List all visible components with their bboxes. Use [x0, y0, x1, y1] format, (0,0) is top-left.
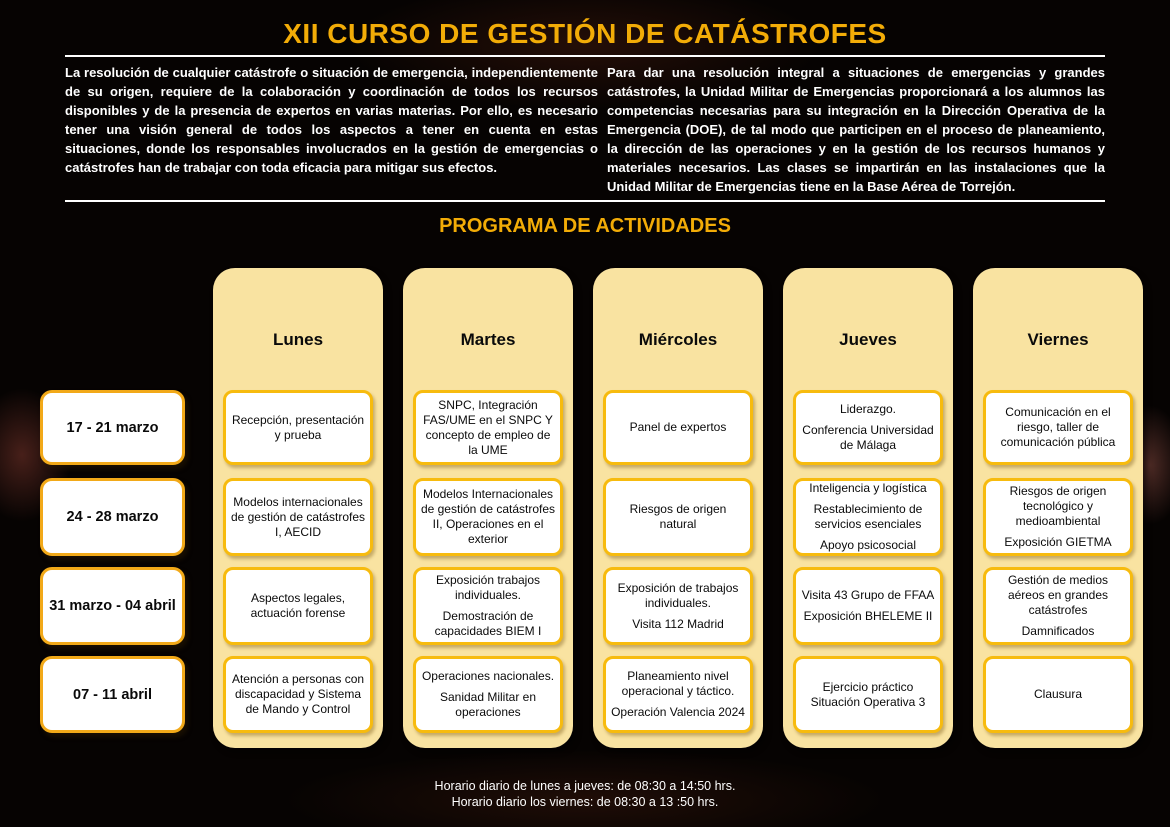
schedule-cell-text: Demostración de capacidades BIEM I: [434, 609, 542, 638]
page-title: XII CURSO DE GESTIÓN DE CATÁSTROFES: [283, 18, 887, 49]
schedule-cell-text: Planeamiento nivel operacional y táctico.: [621, 669, 735, 698]
schedule-cell-text: Ejercicio práctico Situación Operativa 3: [810, 679, 926, 709]
schedule-cell-lunes-week2: [223, 478, 373, 556]
schedule-cell-text: Gestión de medios aéreos en grandes catástrofes: [1007, 573, 1109, 617]
schedule-cell-miércoles-week3: [603, 567, 753, 645]
schedule-cell-viernes-week2: [983, 478, 1133, 556]
schedule-cell-lunes-week1: [223, 390, 373, 465]
week-date-label-4: 07 - 11 abril: [40, 656, 185, 733]
week-dates-column: [40, 268, 185, 748]
schedule-cell-miércoles-week2: [603, 478, 753, 556]
schedule-cell-text: Clausura: [1033, 687, 1083, 701]
schedule-grid: [0, 268, 1170, 758]
schedule-cell-text: Restablecimiento de servicios esenciales: [813, 502, 923, 531]
day-column-lunes: [213, 268, 383, 748]
schedule-cell-lunes-week4: [223, 656, 373, 733]
day-header-miércoles: Miércoles: [638, 330, 718, 349]
day-header-lunes: Lunes: [272, 330, 324, 349]
schedule-cell-text: Exposición trabajos individuales.: [435, 573, 541, 602]
schedule-cell-text: SNPC, Integración FAS/UME en el SNPC Y concepto de empleo de la UME: [423, 397, 553, 457]
schedule-cell-text: Atención a personas con discapacidad y Sistema de Mando y Control: [231, 672, 365, 716]
week-date-label-1: 17 - 21 marzo: [40, 390, 185, 465]
schedule-cell-text: Modelos Internacionales de gestión de catástrofes II, Operaciones en el exterior: [420, 487, 556, 546]
schedule-cell-text: Visita 112 Madrid: [632, 616, 724, 631]
schedule-cell-lunes-week3: [223, 567, 373, 645]
schedule-cell-text: Exposición GIETMA: [1004, 535, 1112, 549]
schedule-cell-text: Aspectos legales, actuación forense: [250, 591, 346, 620]
divider-top: [65, 55, 1105, 57]
footer-hours: [0, 779, 1170, 810]
schedule-cell-text: Inteligencia y logística: [809, 481, 927, 495]
section-title: PROGRAMA DE ACTIVIDADES: [439, 215, 731, 237]
week-date-label-3: 31 marzo - 04 abril: [40, 567, 185, 645]
schedule-cell-text: Panel de expertos: [629, 420, 727, 434]
schedule-cell-text: Visita 43 Grupo de FFAA: [801, 588, 935, 602]
footer-line-2: Horario diario los viernes: de 08:30 a 13 :50 hrs.: [451, 794, 719, 809]
schedule-cell-jueves-week2: [793, 478, 943, 556]
schedule-cell-text: Apoyo psicosocial: [819, 538, 917, 552]
day-header-martes: Martes: [460, 330, 516, 349]
schedule-cell-text: Liderazgo.: [839, 402, 897, 416]
intro-paragraph-right: Para dar una resolución integral a situaciones de emergencias y grandes catástrofes, la Unidad Militar de Emergencias proporcionará a los alumnos las competencias necesarias para su integración en la Dirección Operativa de la Emergencia (DOE), de tal modo que participen en el proceso de planeamiento, la dirección de las operaciones y en la gestión de los recursos humanos y materiales necesarios. Las clases se impartirán en las instalaciones que la Unidad Militar de Emergencias tiene en la Base Aérea de Torrejón.: [607, 65, 1105, 194]
schedule-cell-jueves-week4: [793, 656, 943, 733]
schedule-cell-viernes-week4: [983, 656, 1133, 733]
schedule-cell-text: Operaciones nacionales.: [421, 669, 555, 683]
day-header-viernes: Viernes: [1027, 330, 1089, 349]
schedule-cell-text: Sanidad Militar en operaciones: [439, 690, 537, 719]
day-header-jueves: Jueves: [839, 330, 897, 349]
footer-line-1: Horario diario de lunes a jueves: de 08:30 a 14:50 hrs.: [434, 779, 736, 793]
day-column-martes: [403, 268, 573, 748]
schedule-cell-text: Recepción, presentación y prueba: [231, 412, 365, 442]
schedule-cell-martes-week4: [413, 656, 563, 733]
schedule-cell-miércoles-week1: [603, 390, 753, 465]
divider-bottom: [65, 200, 1105, 202]
schedule-cell-martes-week1: [413, 390, 563, 465]
schedule-cell-text: Modelos internacionales de gestión de catástrofes I, AECID: [230, 494, 366, 539]
schedule-cell-martes-week2: [413, 478, 563, 556]
day-column-miércoles: [593, 268, 763, 748]
schedule-cell-text: Riesgos de origen natural: [629, 502, 727, 531]
schedule-cell-martes-week3: [413, 567, 563, 645]
day-column-viernes: [973, 268, 1143, 748]
schedule-cell-miércoles-week4: [603, 656, 753, 733]
schedule-cell-text: Operación Valencia 2024: [611, 705, 745, 719]
schedule-cell-text: Comunicación en el riesgo, taller de comunicación pública: [1000, 405, 1116, 449]
schedule-cell-text: Damnificados: [1021, 624, 1095, 638]
schedule-cell-viernes-week1: [983, 390, 1133, 465]
intro-paragraph-left: La resolución de cualquier catástrofe o situación de emergencia, independientemente de su origen, requiere de la colaboración y coordinación de todos los recursos disponibles y de la presencia de expertos en varias materias. Por ello, es necesario tener una visión general de todos los aspectos a tener en cuenta en estas situaciones, donde los responsables involucrados en la gestión de emergencias o catástrofes han de trabajar con toda eficacia para mitigar sus efectos.: [65, 65, 598, 175]
intro-block: [65, 63, 1105, 196]
schedule-cell-text: Conferencia Universidad de Málaga: [802, 423, 934, 452]
schedule-cell-text: Riesgos de origen tecnológico y medioambiental: [1009, 484, 1107, 528]
schedule-cell-jueves-week1: [793, 390, 943, 465]
day-column-jueves: [783, 268, 953, 748]
schedule-cell-text: Exposición BHELEME II: [803, 609, 933, 623]
schedule-cell-text: Exposición de trabajos individuales.: [617, 580, 739, 610]
schedule-cell-viernes-week3: [983, 567, 1133, 645]
schedule-cell-jueves-week3: [793, 567, 943, 645]
week-date-label-2: 24 - 28 marzo: [40, 478, 185, 556]
